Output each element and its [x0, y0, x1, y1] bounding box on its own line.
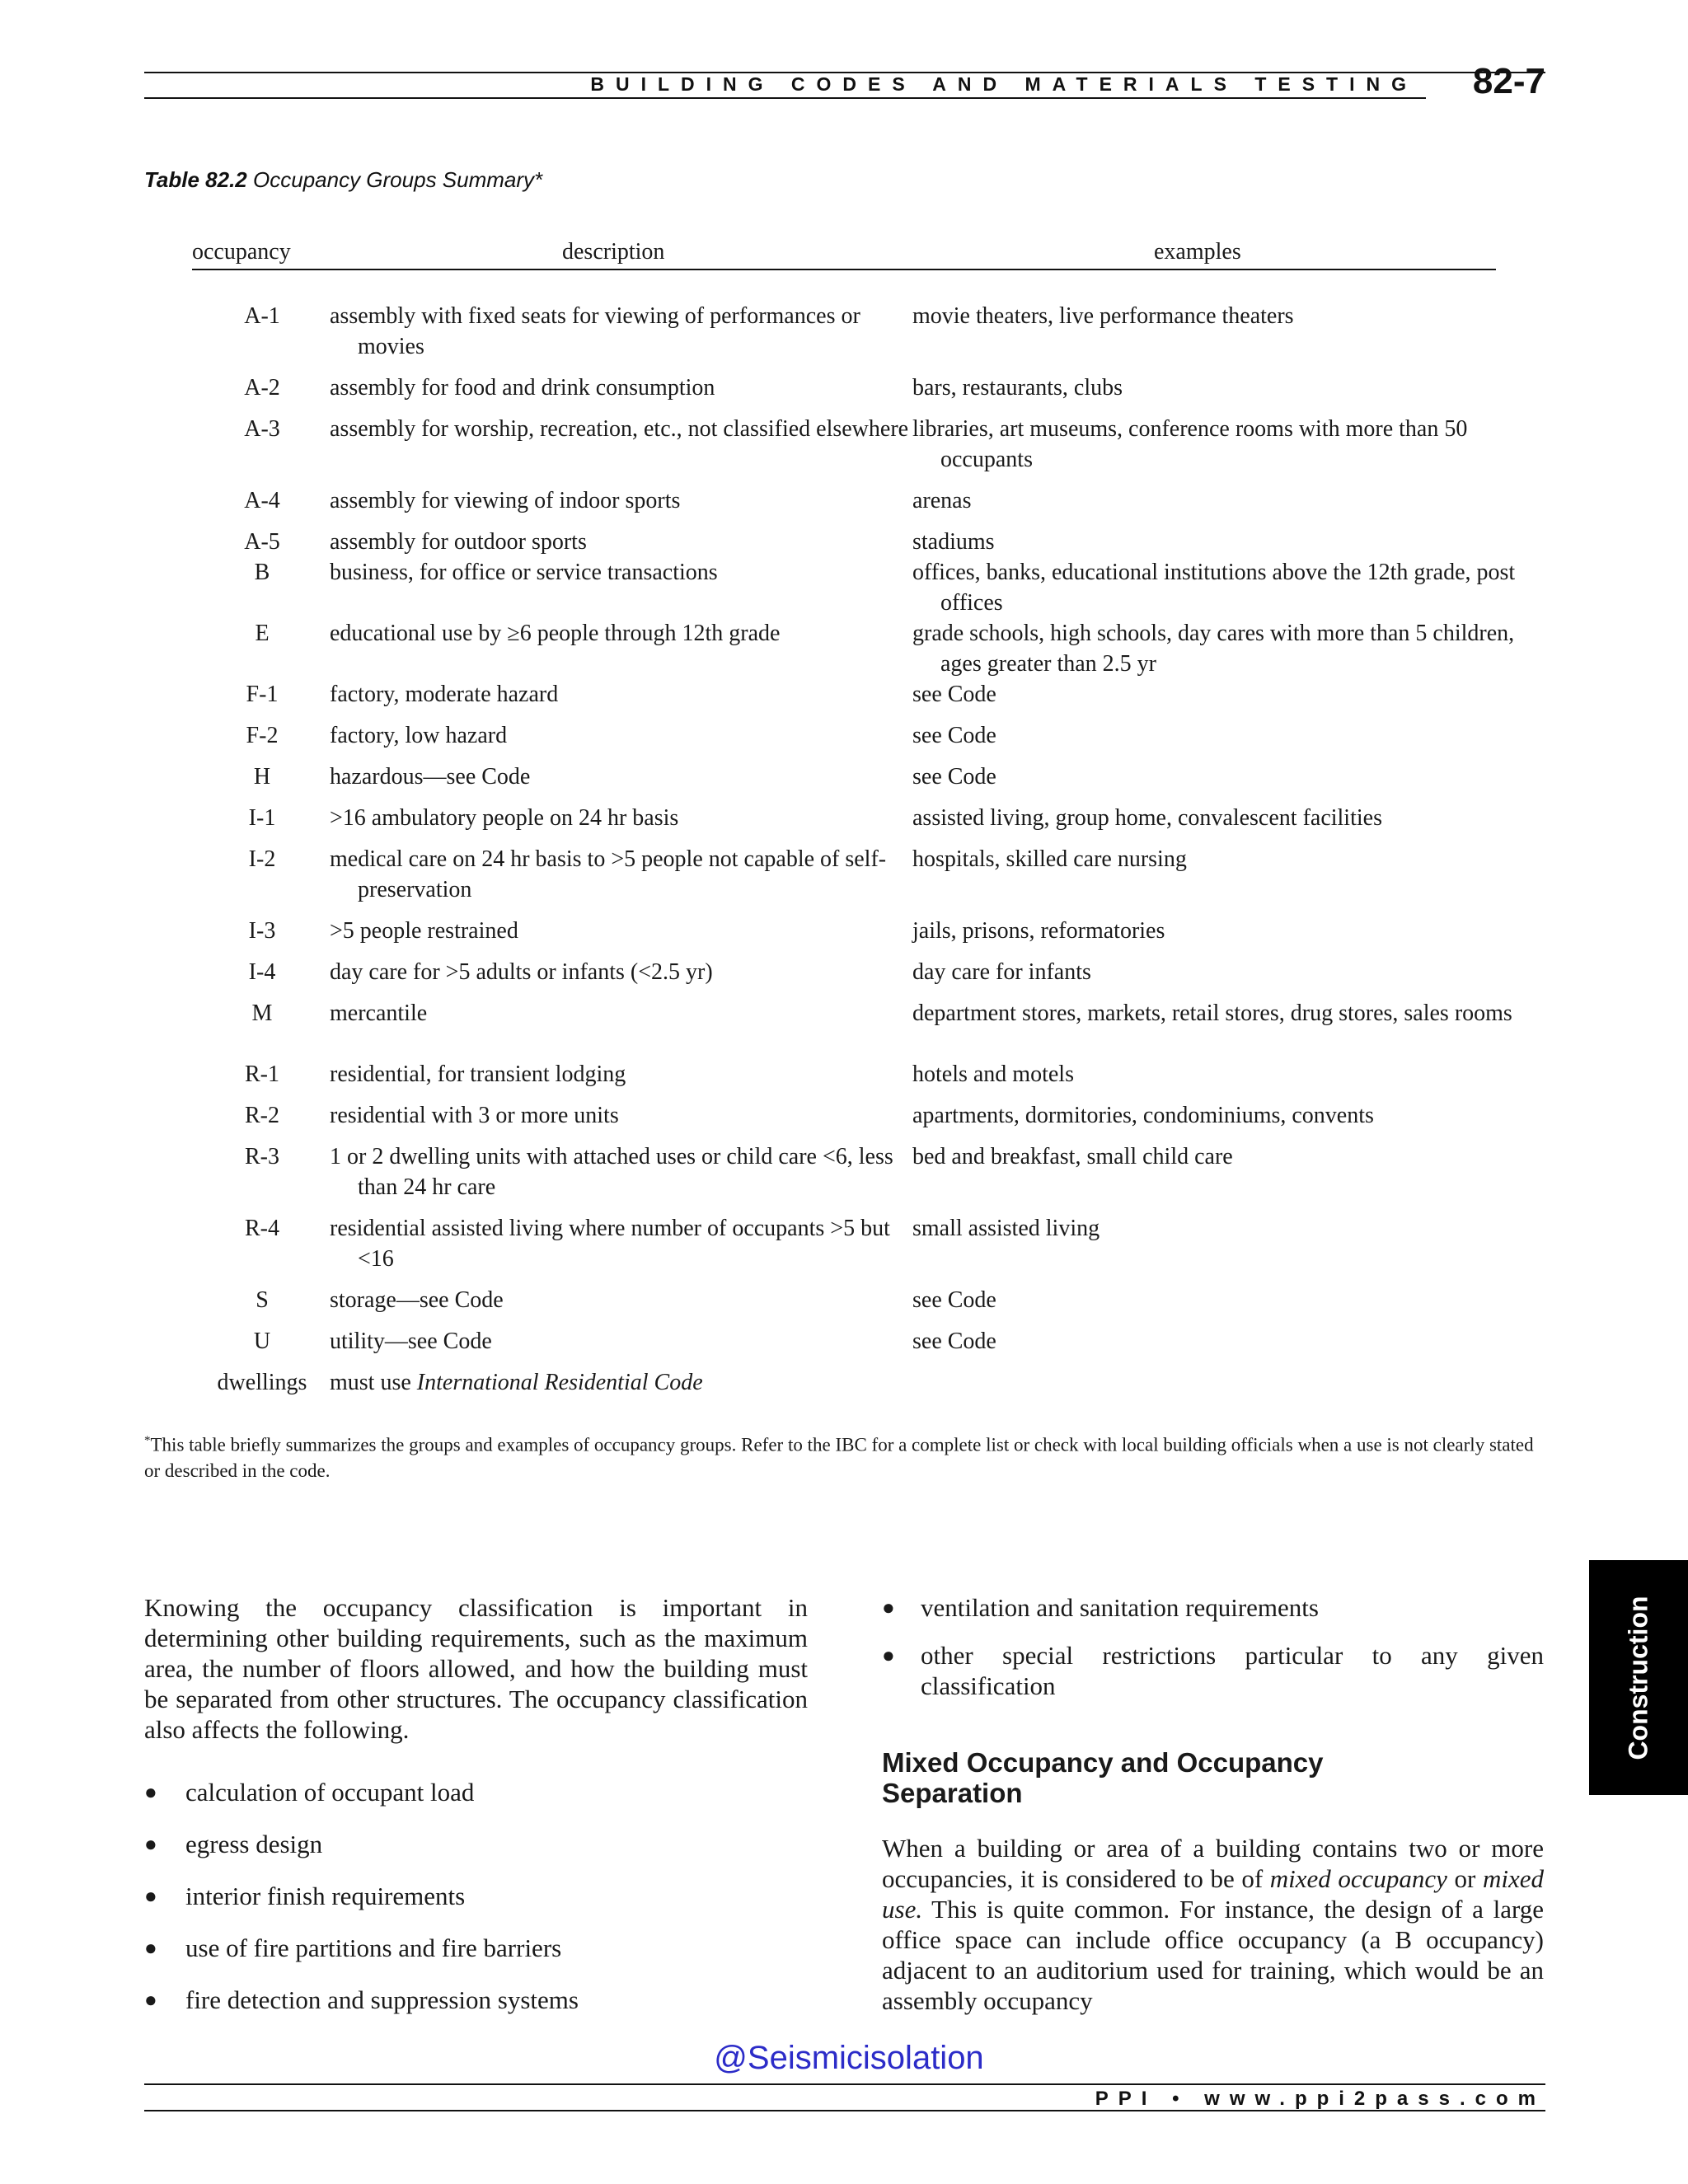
occupancy-cell: R-4	[245, 1216, 279, 1241]
table-footnote	[144, 1428, 1545, 1483]
occupancy-cell: A-1	[244, 303, 280, 329]
description-cell: assembly with fixed seats for viewing of performances or movies	[330, 303, 860, 359]
page-number: 82-7	[1472, 61, 1545, 101]
bullet-icon: ●	[144, 1832, 157, 1856]
occupancy-cell: A-4	[244, 488, 280, 513]
description-cell: residential assisted living where number of occupants >5 but <16	[330, 1216, 890, 1272]
examples-cell: bed and breakfast, small child care	[912, 1144, 1233, 1169]
section-text: This is quite common. For instance, the design of a large office space can include office occupancy (a B occupancy) adjacent to an auditorium used for training, which would be an assembly occupancy	[882, 1895, 1544, 2015]
section-heading: Mixed Occupancy and Occupancy Separation	[882, 1747, 1324, 1808]
footer-top-rule	[144, 2083, 1545, 2085]
description-cell: assembly for worship, recreation, etc., not classified elsewhere	[330, 416, 909, 442]
examples-cell: hospitals, skilled care nursing	[912, 846, 1187, 872]
description-cell: factory, low hazard	[330, 723, 508, 748]
footer-bottom-rule	[144, 2110, 1545, 2111]
footnote-mark: *	[144, 1434, 151, 1447]
examples-cell: assisted living, group home, convalescent facilities	[912, 805, 1382, 831]
running-title: BUILDING CODES AND MATERIALS TESTING	[590, 73, 1418, 95]
bullet-icon: ●	[144, 1988, 157, 2012]
footer-text: PPI • www.ppi2pass.com	[1095, 2088, 1545, 2110]
examples-cell: offices, banks, educational institutions above the 12th grade, post offices	[912, 560, 1516, 616]
examples-cell: day care for infants	[912, 959, 1091, 985]
bullet-icon: ●	[144, 1936, 157, 1960]
table-caption	[144, 167, 542, 193]
description-cell: assembly for food and drink consumption	[330, 375, 715, 401]
occupancy-cell: H	[253, 764, 271, 790]
occupancy-cell: F-1	[246, 682, 279, 707]
intro-paragraph: Knowing the occupancy classification is important in determining other building requirements, such as the maximum area, the number of floors allowed, and how the building must be separated from other structures. The occupancy classification also affects the following.	[144, 1593, 808, 1744]
occupancy-cell: B	[254, 560, 270, 585]
occupancy-cell: R-2	[245, 1103, 279, 1128]
occupancy-cell: S	[256, 1287, 269, 1313]
examples-cell: see Code	[912, 682, 996, 707]
description-cell: residential, for transient lodging	[330, 1062, 626, 1087]
occupancy-cell: I-4	[248, 959, 276, 985]
occupancy-cell: R-3	[245, 1144, 279, 1169]
list-item-text: other special restrictions particular to any given classification	[921, 1641, 1544, 1700]
occupancy-cell: M	[251, 1001, 273, 1026]
list-item-text: fire detection and suppression systems	[185, 1985, 579, 2014]
table-title: Occupancy Groups Summary*	[253, 167, 543, 192]
occupancy-cell: F-2	[246, 723, 279, 748]
occupancy-cell: I-1	[248, 805, 276, 831]
examples-cell: see Code	[912, 1329, 996, 1354]
examples-cell: bars, restaurants, clubs	[912, 375, 1123, 401]
list-item-text: ventilation and sanitation requirements	[921, 1593, 1319, 1622]
side-tab-label: Construction	[1623, 1595, 1653, 1760]
list-item-text: use of fire partitions and fire barriers	[185, 1933, 562, 1962]
bullet-icon: ●	[882, 1596, 895, 1619]
examples-cell: jails, prisons, reformatories	[912, 918, 1165, 944]
description-cell: storage—see Code	[330, 1287, 504, 1313]
examples-cell: small assisted living	[912, 1216, 1100, 1241]
description-cell: business, for office or service transactions	[330, 560, 718, 585]
examples-cell: hotels and motels	[912, 1062, 1074, 1087]
table-header-rule	[192, 269, 1496, 270]
section-text: When a building or area of a building contains two or more occupancies, it is considered to be of	[882, 1834, 1544, 1893]
description-cell: factory, moderate hazard	[330, 682, 559, 707]
occupancy-cell: A-5	[244, 529, 280, 555]
description-cell: assembly for viewing of indoor sports	[330, 488, 681, 513]
occupancy-cell: U	[253, 1329, 271, 1354]
occupancy-cell: A-3	[244, 416, 280, 442]
description-cell: utility—see Code	[330, 1329, 492, 1354]
bullet-icon: ●	[144, 1884, 157, 1908]
occupancy-cell: I-2	[248, 846, 276, 872]
examples-cell: stadiums	[912, 529, 995, 555]
header-bottom-rule	[144, 97, 1426, 99]
examples-cell: see Code	[912, 723, 996, 748]
footnote-text: This table briefly summarizes the groups and examples of occupancy groups. Refer to the IBC for a complete list or check with local building officials when a use is not clearly stated or described in the code.	[144, 1434, 1534, 1481]
description-cell: hazardous—see Code	[330, 764, 531, 790]
watermark: @Seismicisolation	[714, 2040, 984, 2076]
description-cell: >5 people restrained	[330, 918, 518, 944]
examples-cell: see Code	[912, 1287, 996, 1313]
column-header-examples: examples	[1154, 239, 1241, 265]
list-item-text: egress design	[185, 1830, 323, 1858]
description-cell: educational use by ≥6 people through 12th grade	[330, 621, 781, 646]
examples-cell: department stores, markets, retail stores, drug stores, sales rooms	[912, 1001, 1512, 1026]
column-header-occupancy: occupancy	[192, 239, 291, 265]
description-prefix: must use	[330, 1370, 417, 1395]
description-cell: 1 or 2 dwelling units with attached uses or child care <6, less than 24 hr care	[330, 1144, 893, 1200]
description-cell	[330, 1367, 918, 1398]
examples-cell: grade schools, high schools, day cares with more than 5 children, ages greater than 2.5 yr	[912, 621, 1515, 677]
description-cell: assembly for outdoor sports	[330, 529, 587, 555]
description-cell: >16 ambulatory people on 24 hr basis	[330, 805, 679, 831]
description-italic: International Residential Code	[416, 1370, 703, 1395]
section-paragraph	[882, 1833, 1544, 2016]
occupancy-cell: dwellings	[217, 1370, 307, 1395]
examples-cell: see Code	[912, 764, 996, 790]
examples-cell: libraries, art museums, conference rooms with more than 50 occupants	[912, 416, 1468, 472]
description-cell: day care for >5 adults or infants (<2.5 yr)	[330, 959, 713, 985]
occupancy-cell: E	[255, 621, 270, 646]
section-italic: mixed occupancy	[1269, 1864, 1447, 1893]
examples-cell: movie theaters, live performance theaters	[912, 303, 1294, 329]
description-cell: medical care on 24 hr basis to >5 people not capable of self-preservation	[330, 846, 887, 902]
occupancy-cell: R-1	[245, 1062, 279, 1087]
table-label: Table 82.2	[144, 167, 247, 192]
description-cell: residential with 3 or more units	[330, 1103, 619, 1128]
section-text: or	[1447, 1864, 1483, 1893]
bullet-icon: ●	[882, 1643, 895, 1667]
examples-cell: apartments, dormitories, condominiums, convents	[912, 1103, 1374, 1128]
section-italic: mixed use.	[882, 1864, 1544, 1924]
column-header-description: description	[562, 239, 665, 265]
occupancy-cell: I-3	[248, 918, 276, 944]
description-cell: mercantile	[330, 1001, 428, 1026]
list-item-text: calculation of occupant load	[185, 1778, 475, 1807]
occupancy-cell: A-2	[244, 375, 280, 401]
examples-cell: arenas	[912, 488, 972, 513]
list-item-text: interior finish requirements	[185, 1882, 466, 1910]
side-tab	[1589, 1560, 1688, 1795]
bullet-icon: ●	[144, 1780, 157, 1804]
